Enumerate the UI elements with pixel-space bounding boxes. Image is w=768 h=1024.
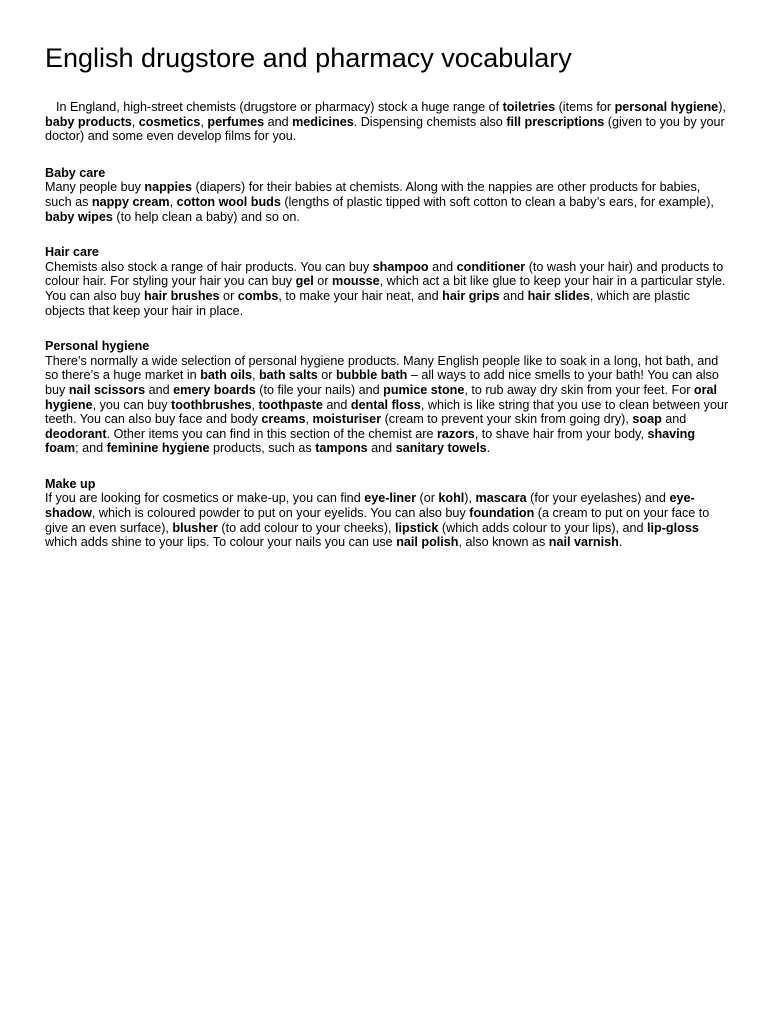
vocab-term: foundation <box>469 506 535 521</box>
vocab-term: kohl <box>438 491 465 506</box>
vocab-term: moisturiser <box>312 412 382 427</box>
vocab-term: razors <box>436 426 475 441</box>
vocab-term: feminine hygiene <box>106 441 210 456</box>
vocab-term: personal hygiene <box>614 100 719 114</box>
vocab-term: mascara <box>475 491 527 506</box>
vocab-term: bubble bath <box>335 368 408 383</box>
section-personal-hygiene <box>45 339 730 456</box>
vocab-term: hair brushes <box>143 288 220 303</box>
section-body: If you are looking for cosmetics or make-up, you can find eye-liner (or kohl), mascara (for your eyelashes) and eye-shadow, which is coloured powder to put on your eyelids. You can also buy foundation (a cream to put on your face to give an even surface), blusher (to add colour to your cheeks), lipstick (which adds colour to your lips), and lip-gloss which adds shine to your lips. To colour your nails you can use nail polish, also known as nail varnish. <box>45 491 710 550</box>
vocab-term: dental floss <box>350 397 421 412</box>
vocab-term: cotton wool buds <box>176 194 281 209</box>
vocab-term: gel <box>295 274 314 289</box>
vocab-term: emery boards <box>173 382 256 397</box>
vocab-term: bath salts <box>258 368 318 383</box>
vocab-term: perfumes <box>207 114 265 129</box>
vocab-term: shaving foam <box>45 426 696 456</box>
section-body: Many people buy nappies (diapers) for their babies at chemists. Along with the nappies are other products for babies, such as nappy cream, cotton wool buds (lengths of plastic tipped with soft cotton to clean a baby’s ears, for example), baby wipes (to help clean a baby) and so on. <box>45 180 714 224</box>
vocab-term: eye-liner <box>364 491 417 506</box>
vocab-term: eye-shadow <box>45 491 695 521</box>
vocab-term: toothpaste <box>258 397 323 412</box>
vocab-term: nappies <box>144 180 193 195</box>
vocab-term: combs <box>237 288 279 303</box>
vocab-term: oral hygiene <box>45 382 718 412</box>
vocab-term: baby wipes <box>45 209 113 224</box>
section-heading: Hair care <box>45 245 99 260</box>
vocab-term: creams <box>261 412 306 427</box>
vocab-term: toothbrushes <box>171 397 252 412</box>
vocab-term: nail scissors <box>68 382 146 397</box>
vocab-term: mousse <box>332 274 380 289</box>
section-make-up <box>45 477 730 550</box>
page-title: English drugstore and pharmacy vocabulary <box>45 43 572 73</box>
vocab-term: deodorant <box>45 426 107 441</box>
vocab-term: conditioner <box>456 259 526 274</box>
section-heading: Personal hygiene <box>45 339 150 354</box>
vocab-term: lipstick <box>395 520 439 535</box>
vocab-term: baby products <box>45 114 132 129</box>
vocab-term: cosmetics <box>138 114 201 129</box>
vocab-term: toiletries <box>502 100 556 114</box>
vocab-term: nail varnish <box>548 535 619 550</box>
vocab-term: nappy cream <box>91 194 170 209</box>
section-heading: Baby care <box>45 165 106 180</box>
vocab-term: medicines <box>292 114 354 129</box>
vocab-term: hair grips <box>442 288 500 303</box>
vocab-term: sanitary towels <box>395 441 487 456</box>
section-heading: Make up <box>45 476 96 491</box>
vocab-term: soap <box>632 412 662 427</box>
vocab-term: lip-gloss <box>647 520 699 535</box>
section-baby-care <box>45 166 730 224</box>
document-page <box>45 40 730 571</box>
vocab-term: hair slides <box>527 288 590 303</box>
vocab-term: bath oils <box>200 368 252 383</box>
vocab-term: shampoo <box>372 259 429 274</box>
vocab-term: blusher <box>172 520 218 535</box>
vocab-term: nail polish <box>396 535 459 550</box>
section-body: There’s normally a wide selection of personal hygiene products. Many English people like to soak in a long, hot bath, and so there’s a huge market in bath oils, bath salts or bubble bath – all ways to add nice smells to your bath! You can also buy nail scissors and emery boards (to file your nails) and pumice stone, to rub away dry skin from your feet. For oral hygiene, you can buy toothbrushes, toothpaste and dental floss, which is like string that you use to clean between your teeth. You can also buy face and body creams, moisturiser (cream to prevent your skin from going dry), soap and deodorant. Other items you can find in this section of the chemist are razors, to shave hair from your body, shaving foam; and feminine hygiene products, such as tampons and sanitary towels. <box>45 353 729 456</box>
vocab-term: fill prescriptions <box>506 114 605 129</box>
vocab-term: pumice stone <box>383 382 465 397</box>
intro-paragraph: In England, high-street chemists (drugstore or pharmacy) stock a huge range of toiletries (items for personal hygiene), baby products, cosmetics, perfumes and medicines. Dispensing chemists also fill prescriptions (given to you by your doctor) and some even develop films for you. <box>45 100 726 144</box>
section-body: Chemists also stock a range of hair products. You can buy shampoo and conditioner (to wash your hair) and products to colour hair. For styling your hair you can buy gel or mousse, which act a bit like glue to keep your hair in a particular style. You can also buy hair brushes or combs, to make your hair neat, and hair grips and hair slides, which are plastic objects that keep your hair in place. <box>45 259 726 318</box>
vocab-term: tampons <box>315 441 368 456</box>
section-hair-care <box>45 245 730 318</box>
